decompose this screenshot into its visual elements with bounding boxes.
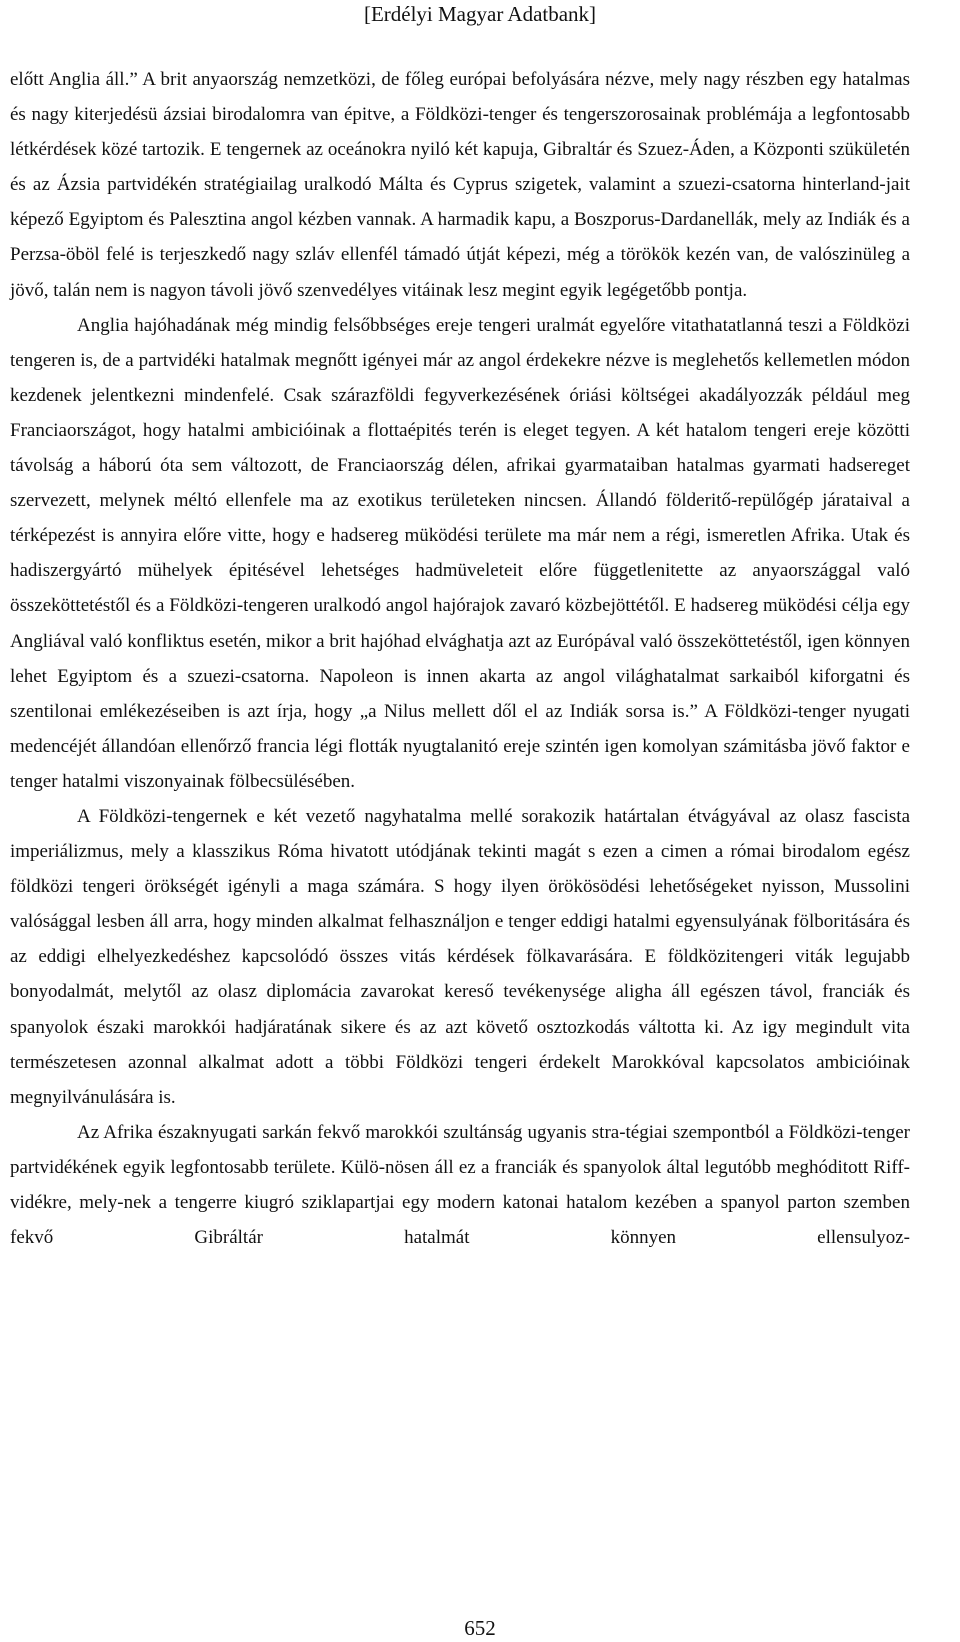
paragraph-4: Az Afrika északnyugati sarkán fekvő marokkói szultánság ugyanis stra-tégiai szempontból a Földközi-tenger partvidékének egyik legfontosabb területe. Külö-nösen áll ez a franciák és spanyolok által legutóbb meghóditott Riff-vidékre, mely-nek a tengerre kiugró sziklapartjai egy modern katonai hatalom kezében a spanyol parton szemben fekvő Gibráltár hatalmát könnyen ellensulyoz- [10,1121,910,1249]
article-body [10,62,910,1255]
page-header: [Erdélyi Magyar Adatbank] [363,2,597,26]
paragraph-1: előtt Anglia áll.” A brit anyaország nemzetközi, de főleg európai befolyására nézve, mely nagy részben egy hatalmas és nagy kiterjedésü ázsiai birodalomra van épitve, a Földközi-tenger és tengerszorosainak problémája a legfontosabb létkérdések közé tartozik. E tengernek az oceánokra nyiló két kapuja, Gibraltár és Szuez-Áden, a Központi szükületén és az Ázsia partvidékén stratégiailag uralkodó Málta és Cyprus szigetek, valamint a szuezi-csatorna hinterland-jait képező Egyiptom és Palesztina angol kézben vannak. A harmadik kapu, a Boszporus-Dardanellák, mely az Indiák és a Perzsa-öböl felé is terjeszkedő nagy szláv ellenfél támadó útját képezi, még a törökök kezén van, de valószinüleg a jövő, talán nem is nagyon távoli jövő szenvedélyes vitáinak lesz megint egyik legégetőbb pontja. [10,69,910,301]
page-number: 652 [464,1616,496,1640]
paragraph-3: A Földközi-tengernek e két vezető nagyhatalma mellé sorakozik határtalan étvágyával az olasz fascista imperiálizmus, mely a klasszikus Róma hivatott utódjának tekinti magát s ezen a cimen a római birodalom egész földközi tengeri örökségét igényli a maga számára. S hogy ilyen örökösödési lehetőségeket nyisson, Mussolini valósággal lesben áll arra, hogy minden alkalmat felhasználjon e tenger eddigi hatalmi egyensulyának fölboritására és az eddigi elhelyezkedéshez kapcsolódó összes vitás kérdések fölkavarására. E földközitengeri viták legujabb bonyodalmát, melytől az olasz diplomácia zavarokat kereső tevékenysége aligha áll egészen távol, franciák és spanyolok északi marokkói hadjáratának sikere és az azt követő osztozkodás váltotta ki. Az igy megindult vita természetesen azonnal alkalmat adott a többi Földközi tengeri érdekelt Marokkóval kapcsolatos ambicióinak megnyilvánulására is. [10,805,910,1108]
paragraph-2: Anglia hajóhadának még mindig felsőbbséges ereje tengeri uralmát egyelőre vitathatatlanná teszi a Földközi tengeren is, de a partvidéki hatalmak megnőtt igényei már az angol érdekekre nézve is meglehetős kellemetlen módon kezdenek jelentkezni mindenfelé. Csak szárazföldi fegyverkezésének óriási költségei akadályozzák például meg Franciaországot, hogy hatalmi ambicióinak a flottaépités terén is eleget tegyen. A két hatalom tengeri ereje közötti távolság a háború óta sem változott, de Franciaország délen, afrikai gyarmataiban hatalmas gyarmati hadsereget szervezett, melynek méltó ellenfele ma az exotikus területeken nincsen. Állandó földeritő-repülőgép járataival a térképezést is annyira előre vitte, hogy e hadsereg müködési területe ma már nem a régi, ismeretlen Afrika. Utak és hadiszergyártó mühelyek épitésével lehetséges hadmüveleteit előre függetlenitette az anyaországgal való összeköttetéstől és a Földközi-tengeren uralkodó angol hajórajok zavaró közbejöttétől. E hadsereg müködési célja egy Angliával való konfliktus esetén, mikor a brit hajóhad elvághatja azt az Európával való összeköttetéstől, igen könnyen lehet Egyiptom és a szuezi-csatorna. Napoleon is innen akarta az angol világhatalmat sarkaiból kiforgatni és szentilonai emlékezéseiben is azt írja, hogy „a Nilus mellett dől el az Indiák sorsa is.” A Földközi-tenger nyugati medencéjét állandóan ellenőrző francia légi flották nyugtalanitó ereje szintén igen komolyan számitásba jövő faktor e tenger hatalmi viszonyainak fölbecsülésében. [10,314,910,792]
